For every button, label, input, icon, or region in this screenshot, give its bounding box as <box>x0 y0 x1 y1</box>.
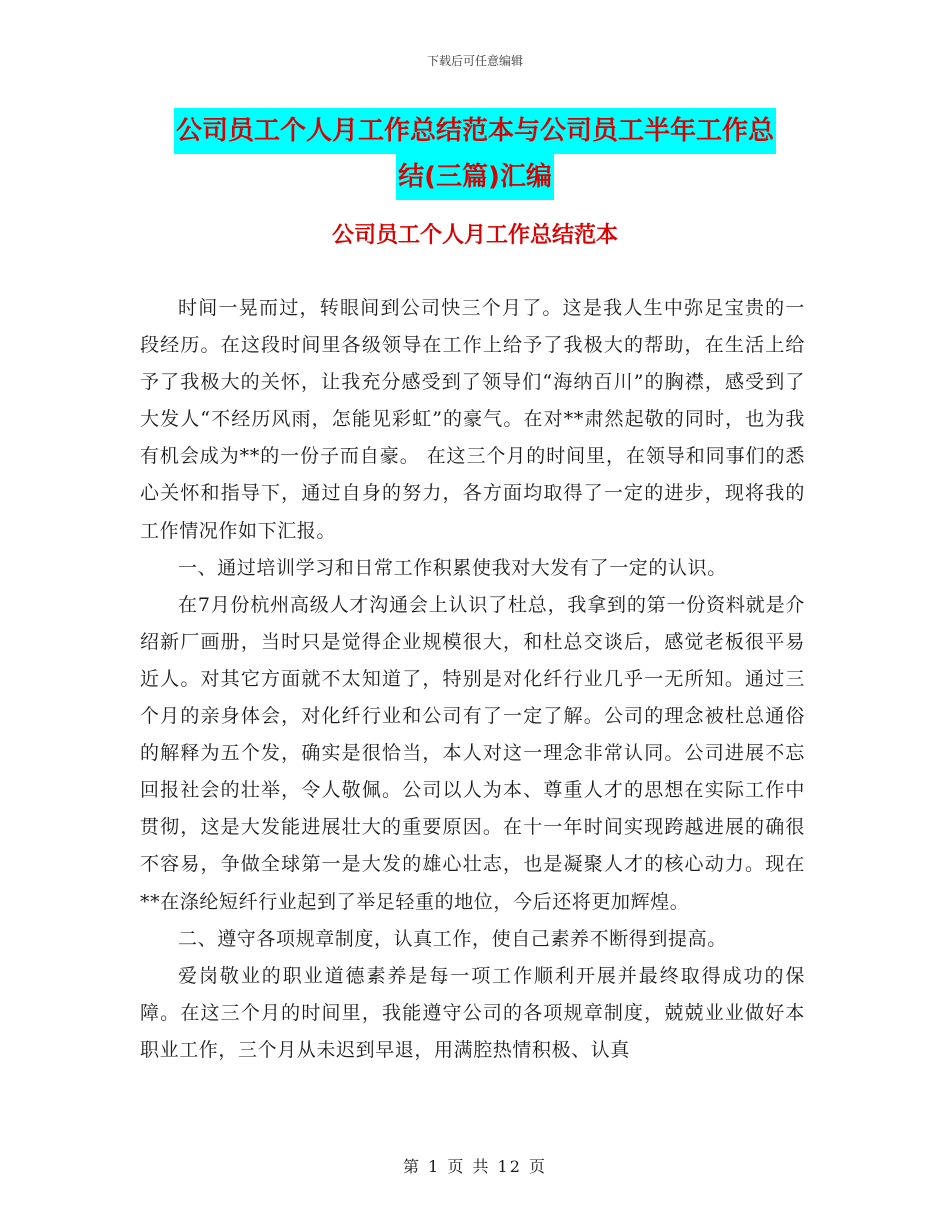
paragraph: 一、通过培训学习和日常工作积累使我对大发有了一定的认识。 <box>178 556 727 579</box>
paragraph: 二、遵守各项规章制度，认真工作，使自己素养不断得到提高。 <box>178 927 727 950</box>
body-text <box>140 290 805 1069</box>
header-note: 下载后可任意编辑 <box>426 54 523 68</box>
page-number: 第 1 页 共 12 页 <box>403 1157 547 1176</box>
document-title <box>140 108 810 200</box>
section-title: 公司员工个人月工作总结范本 <box>331 223 618 248</box>
paragraph: 时间一晃而过，转眼间到公司快三个月了。这是我人生中弥足宝贵的一段经历。在这段时间里各级领导在工作上给予了我极大的帮助，在生活上给予了我极大的关怀，让我充分感受到了领导们“海纳百川”的胸襟，感受到了大发人“不经历风雨，怎能见彩虹”的豪气。在对**肃然起敬的同时，也为我有机会成为**的一份子而自豪。 在这三个月的时间里，在领导和同事们的悉心关怀和指导下，通过自身的努力，各方面均取得了一定的进步，现将我的工作情况作如下汇报。 <box>140 297 805 542</box>
title-line-1: 公司员工个人月工作总结范本与公司员工半年工作总 <box>174 108 776 154</box>
paragraph: 在7月份杭州高级人才沟通会上认识了杜总，我拿到的第一份资料就是介绍新厂画册，当时只是觉得企业规模很大，和杜总交谈后，感觉老板很平易近人。对其它方面就不太知道了，特别是对化纤行业几乎一无所知。通过三个月的亲身体会，对化纤行业和公司有了一定了解。公司的理念被杜总通俗的解释为五个发，确实是很恰当，本人对这一理念非常认同。公司进展不忘回报社会的壮举，令人敬佩。公司以人为本、尊重人才的思想在实际工作中贯彻，这是大发能进展壮大的重要原因。在十一年时间实现跨越进展的确很不容易，争做全球第一是大发的雄心壮志，也是凝聚人才的核心动力。现在**在涤纶短纤行业起到了举足轻重的地位，今后还将更加辉煌。 <box>140 593 805 913</box>
paragraph: 爱岗敬业的职业道德素养是每一项工作顺利开展并最终取得成功的保障。在这三个月的时间里，我能遵守公司的各项规章制度，兢兢业业做好本职业工作，三个月从未迟到早退，用满腔热情积极、认真 <box>140 964 805 1061</box>
title-line-2: 结(三篇)汇编 <box>396 154 554 200</box>
